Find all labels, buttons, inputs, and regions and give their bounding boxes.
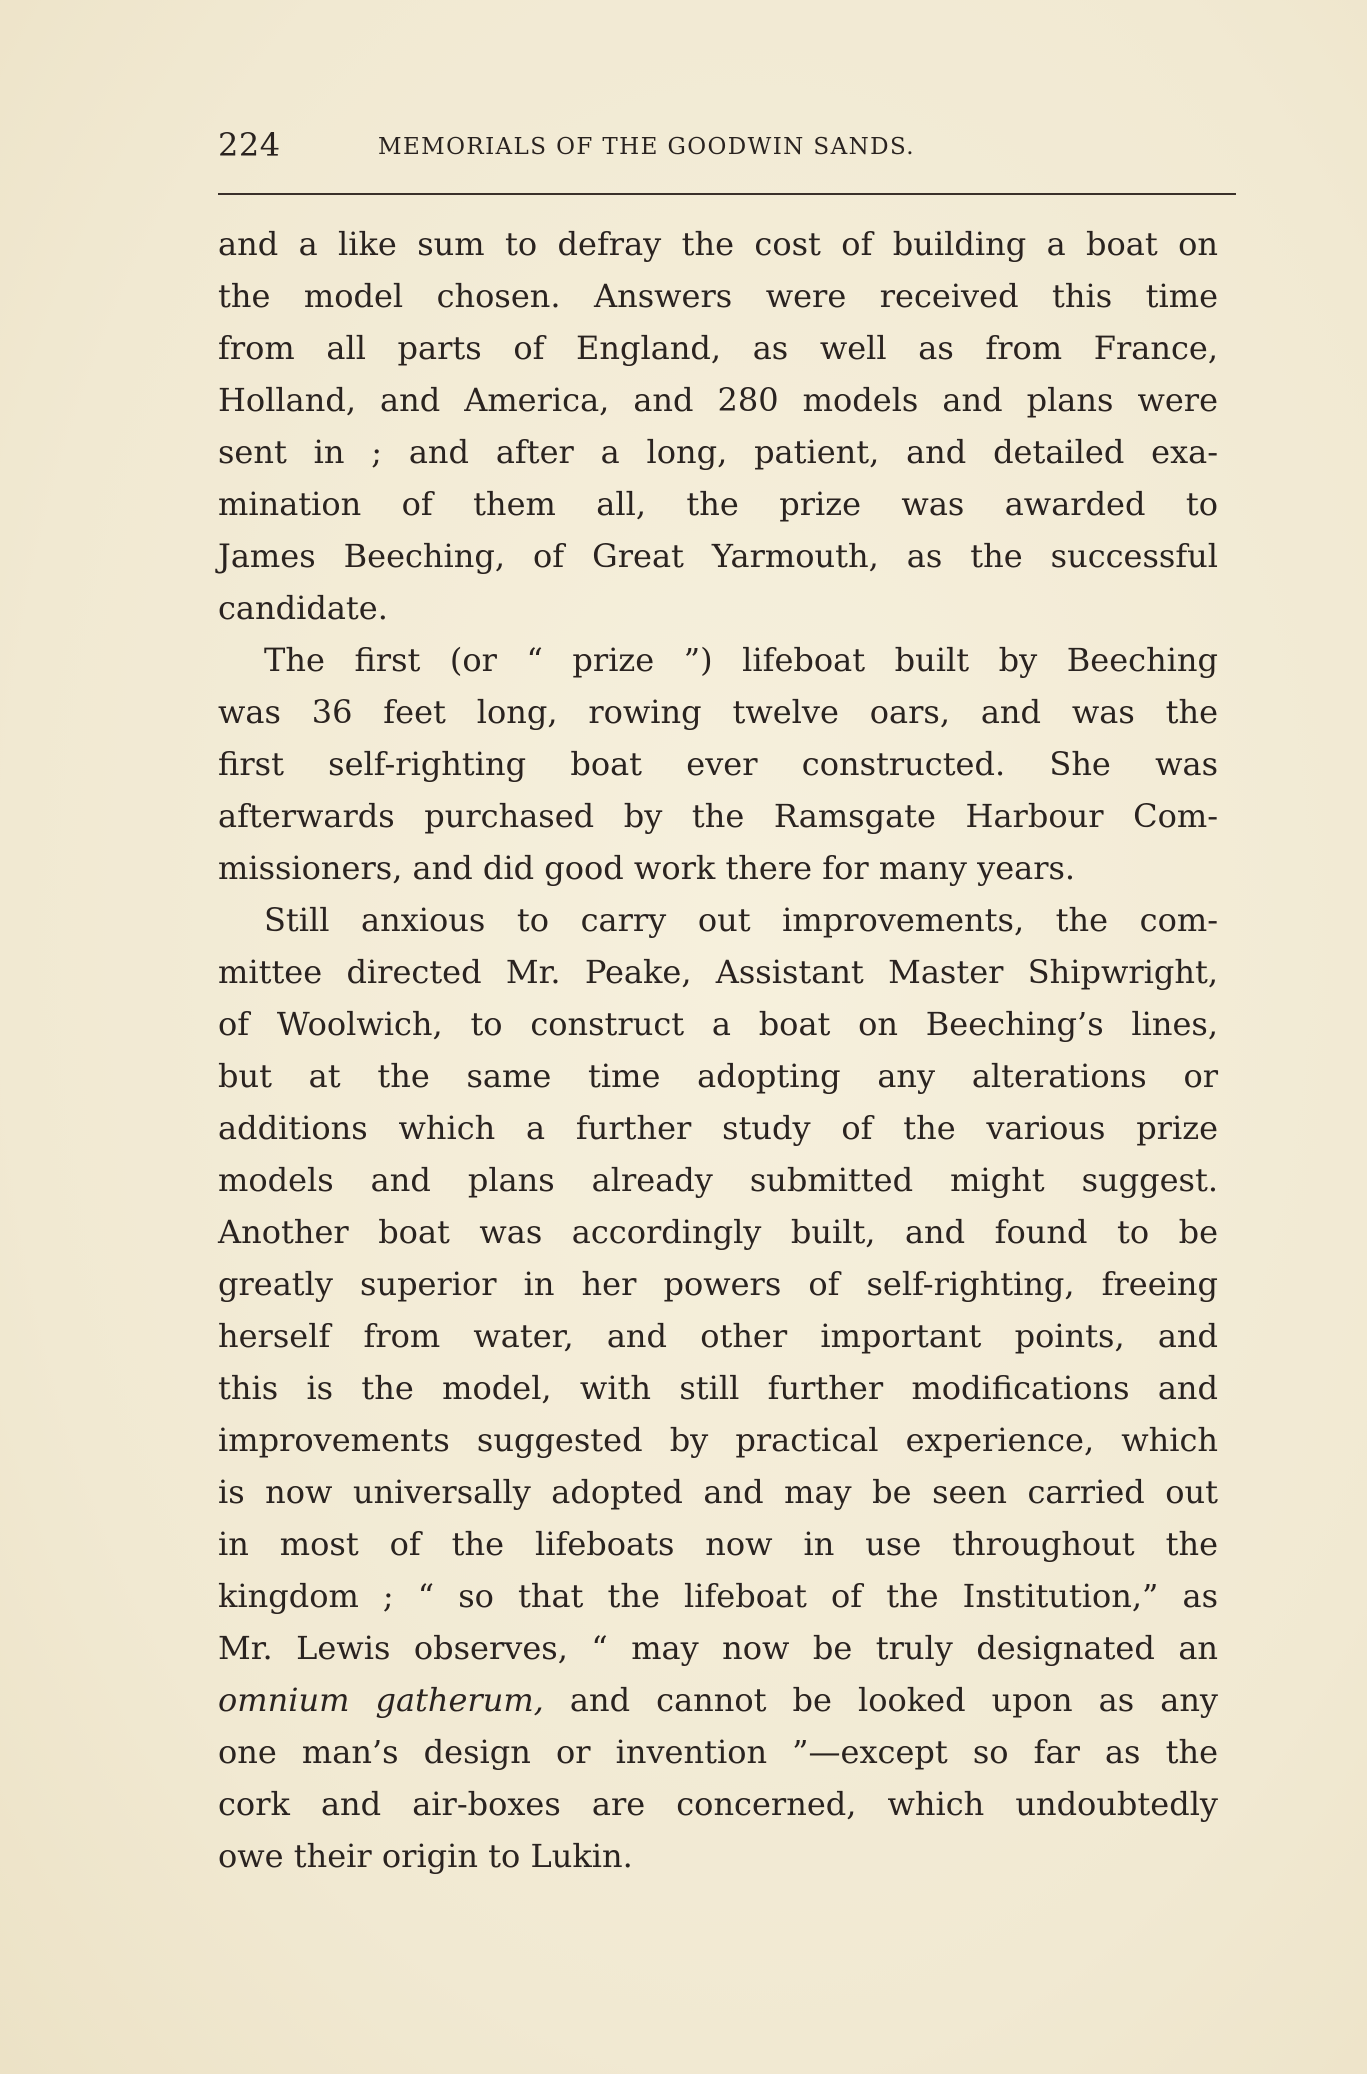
line-rest: and cannot be looked upon as any <box>543 1681 1219 1719</box>
text-line: improvements suggested by practical experience, which <box>218 1421 1218 1459</box>
text-line: first self-righting boat ever constructed. She was <box>218 745 1218 783</box>
text-line: The first (or “ prize ”) lifeboat built by Beeching <box>264 641 1218 679</box>
text-line: kingdom ; “ so that the lifeboat of the Institution,” as <box>218 1577 1218 1615</box>
text-line: and a like sum to defray the cost of building a boat on <box>218 225 1218 263</box>
text-line: candidate. <box>218 589 388 627</box>
header-rule <box>218 193 1236 195</box>
text-line: Another boat was accordingly built, and found to be <box>218 1213 1218 1251</box>
text-line: was 36 feet long, rowing twelve oars, and was the <box>218 693 1218 731</box>
text-line: the model chosen. Answers were received this time <box>218 277 1218 315</box>
text-line: sent in ; and after a long, patient, and detailed exa- <box>218 433 1218 471</box>
text-line: is now universally adopted and may be seen carried out <box>218 1473 1218 1511</box>
text-line: additions which a further study of the various prize <box>218 1109 1218 1147</box>
text-line: herself from water, and other important points, and <box>218 1317 1218 1355</box>
text-line: James Beeching, of Great Yarmouth, as the successful <box>218 537 1218 575</box>
page-number: 224 <box>218 126 281 164</box>
text-line: models and plans already submitted might suggest. <box>218 1161 1218 1199</box>
text-line: greatly superior in her powers of self-righting, freeing <box>218 1265 1218 1303</box>
text-line: but at the same time adopting any alterations or <box>218 1057 1218 1095</box>
text-line: Holland, and America, and 280 models and plans were <box>218 381 1218 419</box>
page-header <box>218 126 1236 170</box>
text-line: cork and air-boxes are concerned, which undoubtedly <box>218 1785 1218 1823</box>
text-line-italic-phrase <box>218 1674 1218 1726</box>
body-text <box>218 218 1218 1882</box>
text-line: one man’s design or invention ”—except so far as the <box>218 1733 1218 1771</box>
running-head: MEMORIALS OF THE GOODWIN SANDS. <box>378 134 915 160</box>
text-line: mittee directed Mr. Peake, Assistant Master Shipwright, <box>218 953 1218 991</box>
text-line: this is the model, with still further modifications and <box>218 1369 1218 1407</box>
text-line: Mr. Lewis observes, “ may now be truly designated an <box>218 1629 1218 1667</box>
text-line: Still anxious to carry out improvements, the com- <box>264 901 1218 939</box>
text-line: from all parts of England, as well as from France, <box>218 329 1218 367</box>
text-line: owe their origin to Lukin. <box>218 1837 633 1875</box>
text-line: in most of the lifeboats now in use throughout the <box>218 1525 1218 1563</box>
text-line: afterwards purchased by the Ramsgate Harbour Com- <box>218 797 1218 835</box>
text-line: missioners, and did good work there for many years. <box>218 849 1076 887</box>
italic-phrase: omnium gatherum, <box>218 1681 544 1719</box>
text-line: of Woolwich, to construct a boat on Beeching’s lines, <box>218 1005 1218 1043</box>
text-line: mination of them all, the prize was awarded to <box>218 485 1218 523</box>
